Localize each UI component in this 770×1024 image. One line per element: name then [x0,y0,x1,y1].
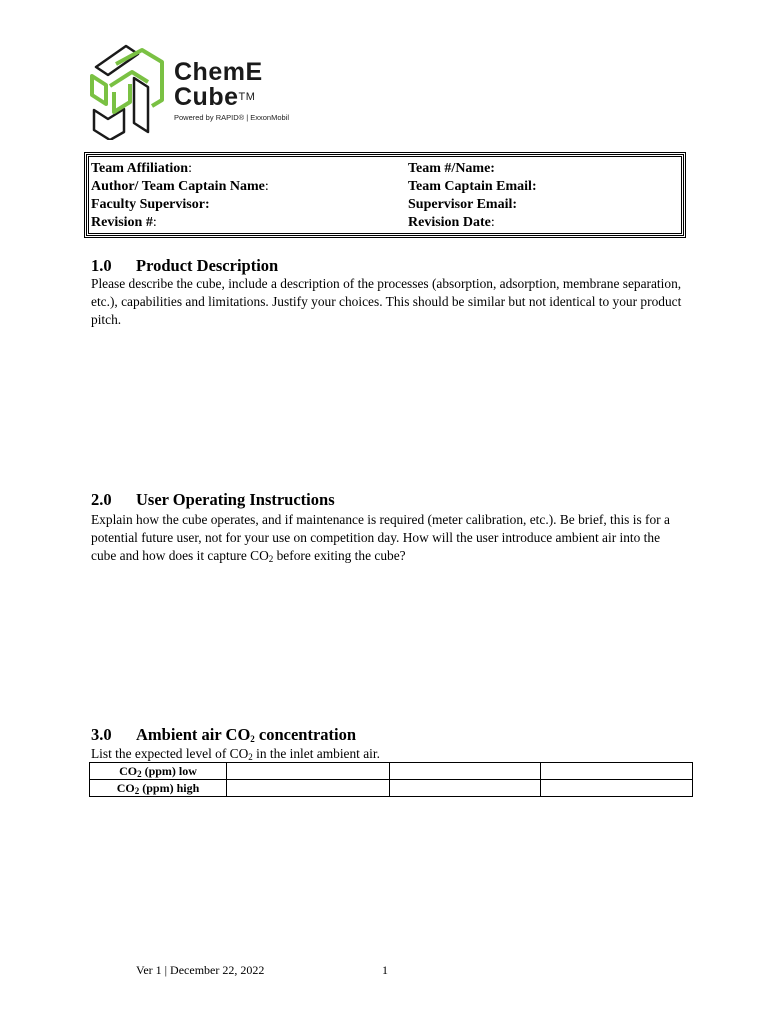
author-label: Author/ Team Captain Name: [91,179,269,194]
captain-email-label: Team Captain Email: [408,179,537,194]
co2-low-cell-1[interactable] [227,763,390,780]
logo-trademark: TM [238,91,256,103]
section-3-heading [91,725,356,745]
section-3-text: List the expected level of $CO_2$ in the inlet ambient air. [91,746,380,762]
section-3-number: 3.0 [91,725,112,744]
team-affiliation-label: Team Affiliation: [91,161,192,176]
footer-version: Ver 1 | December 22, 2022 [136,963,265,977]
supervisor-email-label: Supervisor Email: [408,197,518,212]
co2-high-cell-3[interactable] [541,780,693,797]
logo-powered-by: Powered by RAPID® | ExxonMobil [174,113,290,122]
section-1-title: Product Description [136,256,279,275]
section-3-title: Ambient air $CO_2$ concentration [136,725,357,744]
section-2-title: User Operating Instructions [136,490,335,509]
logo-line-2: Cube [174,83,239,111]
co2-high-cell-2[interactable] [390,780,541,797]
co2-low-cell-2[interactable] [390,763,541,780]
section-1-number: 1.0 [91,256,112,275]
co2-low-label: $CO_2$ (ppm) low [90,763,227,780]
logo-wordmark [174,60,263,110]
co2-high-label: $CO_2$ (ppm) high [90,780,227,797]
table-row [90,763,693,780]
revision-number-label: Revision #: [91,215,157,230]
section-2-text: Explain how the cube operates, and if maintenance is required (meter calibration, etc.). Be brief, this is for a potential future user, not for your use on competition day. How will the user introduce ambient air into the cube and how does it capture $CO_2$ before exiting the cube? [91,512,670,564]
section-2-heading [91,490,335,510]
section-1-text: Please describe the cube, include a description of the processes (absorption, adsorption, membrane separation, etc.), capabilities and limitations. Justify your choices. This should be similar but not identical to your product pitch. [91,276,682,327]
co2-low-cell-3[interactable] [541,763,693,780]
logo-line-1: ChemE [174,58,263,86]
revision-date-label: Revision Date: [408,215,495,230]
table-row [90,780,693,797]
section-2-number: 2.0 [91,490,112,509]
section-1-heading [91,256,278,276]
faculty-supervisor-label: Faculty Supervisor: [91,197,210,212]
co2-concentration-table [89,762,693,797]
team-info-box [86,154,684,236]
co2-high-cell-1[interactable] [227,780,390,797]
team-name-label: Team #/Name: [408,161,495,176]
footer-page-number: 1 [382,963,388,977]
